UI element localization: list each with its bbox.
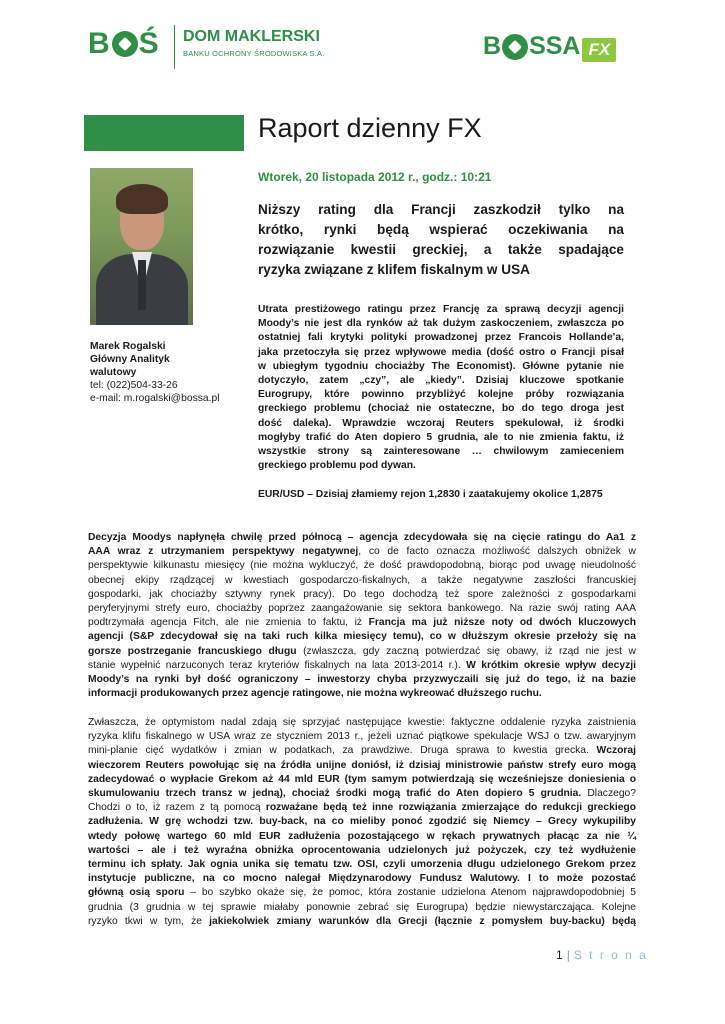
text-line: [88, 531, 636, 545]
text-line: [88, 716, 636, 730]
text-line: [88, 645, 636, 659]
text-run: Moody’s na rynki był dość ograniczony – inwestorzy chyba przyzwyczaili się już do tego, iż na bazie: [88, 674, 636, 686]
text-line: [88, 574, 636, 588]
text-line: [88, 616, 636, 630]
intro-line: greckiego problemu pod dywan.: [258, 460, 416, 472]
text-run: W krótkim okresie wpływ decyzji: [466, 659, 636, 671]
text-run: , co de facto oznacza możliwość dalszych obniżek w: [358, 546, 636, 558]
text-line: [88, 915, 636, 929]
fx-badge: FX: [582, 38, 616, 62]
text-run: zadłużenia. W grę wchodzi tzw. buy-back, na co mieliby ponoć zgodzić się Niemcy – Grecy wykupiliby: [88, 816, 636, 828]
leaf-logo-icon: [112, 31, 138, 57]
text-run: ryzyka klifu fiskalnego w USA wraz ze styczniem 2013 r., jeżeli uznać piątkowe spekulacje WSJ o tzw. awaryjnym: [88, 731, 636, 743]
bossa-leaf-icon: [502, 34, 528, 60]
intro-line: dotyczyło, zatem „czy”, ale „kiedy”. Dzisiaj kluczowe spotkanie: [258, 375, 624, 387]
headline-line: rozwiązanie kwestii greckiej, a także spadające: [258, 242, 624, 257]
text-run: rozważane będą też inne rozwiązania zmierzające do redukcji greckiego: [265, 802, 636, 814]
text-line: [88, 815, 636, 829]
text-line: [88, 730, 636, 744]
author-info: [90, 340, 219, 405]
page-title: Raport dzienny FX: [258, 113, 482, 143]
text-run: jakiekolwiek zmiany warunków dla Grecji (łącznie z pomysłem buy-backu) będą: [209, 915, 637, 927]
body-paragraph-2: [88, 716, 636, 929]
author-role: Główny Analityk: [90, 354, 170, 365]
text-run: agencji (S&P zdecydował się na taki ruch kilka miesięcy temu), co w dłuższym okresie przełoży się na: [88, 631, 636, 643]
text-line: [88, 744, 636, 758]
text-run: wieczorem Reuters powołując się na źródła unijne doniósł, iż dzisiaj ministrowie państw strefy euro mogą: [88, 759, 636, 771]
text-line: [88, 630, 636, 644]
intro-line: w ubiegłym tygodniu chociażby The Economist). Główne pytanie nie: [258, 360, 624, 372]
author-email[interactable]: e-mail: m.rogalski@bossa.pl: [90, 393, 220, 404]
text-run: wtedy połowę wartego 60 mld EUR zadłużenia pozostającego w rękach prywatnych płacąc za nie ¼: [88, 830, 636, 842]
text-line: [88, 545, 636, 559]
text-line: [88, 559, 636, 573]
text-line: [88, 759, 636, 773]
title-accent-band: [84, 115, 244, 151]
page-number: 1: [556, 948, 563, 962]
headline: [258, 200, 624, 280]
headline-line: krótko, rynki będą wspierać oczekiwania na: [258, 222, 624, 237]
text-run: stanie wypełnić narzuconych teraz kryteriów fiskalnych na lata 2013-2014 r.).: [88, 659, 467, 671]
text-run: terminu ich spłaty. Jak ognia unika się tematu tzw. OSI, czyli umorzenia długu udzielonego Grekom przez: [88, 859, 636, 871]
text-run: perspektywie kilkunastu miesięcy (nie można wykluczyć, że dość prawdopodobną, biorąc pod uwagę nieudolność: [88, 560, 636, 572]
text-line: [88, 886, 636, 900]
text-run: – bo szybko okaże się, że pomoc, która zostanie udzielona Atenom najprawdopodobniej 5: [184, 887, 636, 899]
text-line: [88, 858, 636, 872]
bossa-fx-logo: B SSA FX: [483, 32, 616, 62]
text-line: [88, 602, 636, 616]
text-line: [88, 801, 636, 815]
text-run: Dlaczego?: [581, 788, 636, 800]
text-run: skumulowaniu trzech transz w jedną), chociaż środki mogą trafić do Aten dopiero 5 grudnia.: [88, 788, 582, 800]
text-line: [88, 687, 636, 701]
intro-line: jaka przetoczyła się przez wpływowe media (dość ostro o Francji pisał: [258, 346, 624, 358]
text-line: [88, 588, 636, 602]
body-paragraph-1: [88, 531, 636, 701]
text-run: (zwłaszcza, gdy zaczną potwierdzać się obawy, iż rząd nie jest w: [296, 645, 636, 657]
text-line: [88, 659, 636, 673]
text-run: główną osią sporu: [88, 887, 185, 899]
text-line: [88, 901, 636, 915]
text-run: zadecydować o wypłacie Grekom aż 44 mld EUR (tym samym potwierdzają się wcześniejsze doniesienia o: [88, 773, 636, 785]
intro-summary: [258, 303, 624, 473]
text-line: [88, 773, 636, 787]
page-word: S t r o n a: [573, 948, 648, 962]
headline-line: Niższy rating dla Francji zaszkodził tylko na: [258, 202, 624, 217]
text-run: gorsze postrzeganie francuskiego długu: [88, 645, 297, 657]
text-run: peryferyjnymi strefy euro, chociażby poprzez zaangażowanie się sektora bankowego. Na razie swój rating AAA: [88, 603, 636, 615]
text-run: informacji produkowanych przez agencje ratingowe, nie można wykreować dłuższego ruchu.: [88, 688, 542, 700]
dom-maklerski-subtitle: BANKU OCHRONY ŚRODOWISKA S.A.: [183, 49, 325, 58]
text-run: Chodzi o to, iż razem z tą pomocą: [88, 802, 266, 814]
intro-line: mogłyby trafić do Aten dopiero 5 grudnia, ale to nie zmienia faktu, iż: [258, 431, 624, 443]
text-line: [88, 830, 636, 844]
page-footer: [556, 948, 648, 962]
report-date: Wtorek, 20 listopada 2012 r., godz.: 10:21: [258, 170, 492, 184]
intro-line: greckiego problemu (chociaż nie ostateczne, bo do tego droga jest: [258, 403, 624, 415]
text-line: [88, 673, 636, 687]
text-run: mini-planie cięć wydatków i zmian w podatkach, za prawdziwe. Druga sprawa to kwestia grecka.: [88, 745, 597, 757]
text-run: Decyzja Moodys napłynęła chwilę przed północą – agencja zdecydowała się na cięcie ratingu do Aa1 z: [88, 532, 636, 543]
intro-line: dość daleka). Wprawdzie wczoraj Reuters spekulował, iż środki: [258, 417, 624, 429]
text-run: Wczoraj: [596, 745, 636, 757]
text-line: [88, 787, 636, 801]
intro-line: Moody’s nie jest dla rynków aż tak dużym zaskoczeniem, zwłaszcza po: [258, 318, 624, 330]
intro-line: Eurogrupy, które powinno przybliżyć kolejne próby rozwiązania: [258, 389, 624, 401]
text-run: obecnej ekipy rządzącej w kwestiach gospodarczo-fiskalnych, a także negatywne zaszłości francuskiej: [88, 574, 636, 586]
author-name: Marek Rogalski: [90, 341, 166, 352]
text-run: wartości – ale i też wyraźna obniżka oprocentowania udzielonych już pożyczek, czy też wydłużenie: [88, 844, 636, 856]
text-run: grudnia (3 grudnia w tej sprawie miałaby ponownie zebrać się Eurogrupa) będzie niewystarczająca. Kolejne: [88, 901, 636, 913]
intro-line: wszystkie strony są zainteresowane … chwilowym zamieceniem: [258, 446, 624, 458]
headline-line: ryzyka związane z klifem fiskalnym w USA: [258, 262, 530, 277]
text-run: instytucje publiczne, na co mocno nalegał Międzynarodowy Fundusz Walutowy. I to może pozostać: [88, 873, 636, 885]
bos-logo: B Ś: [88, 27, 160, 61]
footer-separator: |: [566, 948, 570, 962]
text-run: gospodarki, jak chociażby sztywny rynek pracy). Do tego dochodzą też spore zależności z gospodarkami: [88, 588, 636, 600]
author-phone: tel: (022)504-33-26: [90, 380, 178, 391]
intro-line: ostatniej fali krytyki polityki prowadzonej przez Francois Hollande’a,: [258, 332, 624, 344]
text-run: ryzyko tkwi w tym, że: [88, 915, 210, 927]
logo-divider: [174, 25, 175, 69]
text-line: [88, 872, 636, 886]
intro-line: Utrata prestiżowego ratingu przez Francję za sprawą decyzji agencji: [258, 304, 624, 315]
text-run: Francja ma już niższe noty od dwóch kluczowych: [368, 617, 637, 629]
text-run: Zwłaszcza, że optymistom nadal zdają się sprzyjać następujące kwestie: faktyczne oddalenie ryzyka zaistnienia: [88, 717, 636, 728]
author-role: walutowy: [90, 367, 137, 378]
author-photo: [90, 168, 193, 325]
eurusd-forecast: EUR/USD – Dzisiaj złamiemy rejon 1,2830 i zaatakujemy okolice 1,2875: [258, 489, 603, 500]
text-run: podtrzymała agencja Fitch, ale nie zmienia to faktu, iż: [88, 617, 369, 629]
dom-maklerski-title: DOM MAKLERSKI: [183, 28, 320, 45]
text-run: AAA wraz z utrzymaniem perspektywy negatywnej: [88, 546, 359, 558]
text-line: [88, 844, 636, 858]
